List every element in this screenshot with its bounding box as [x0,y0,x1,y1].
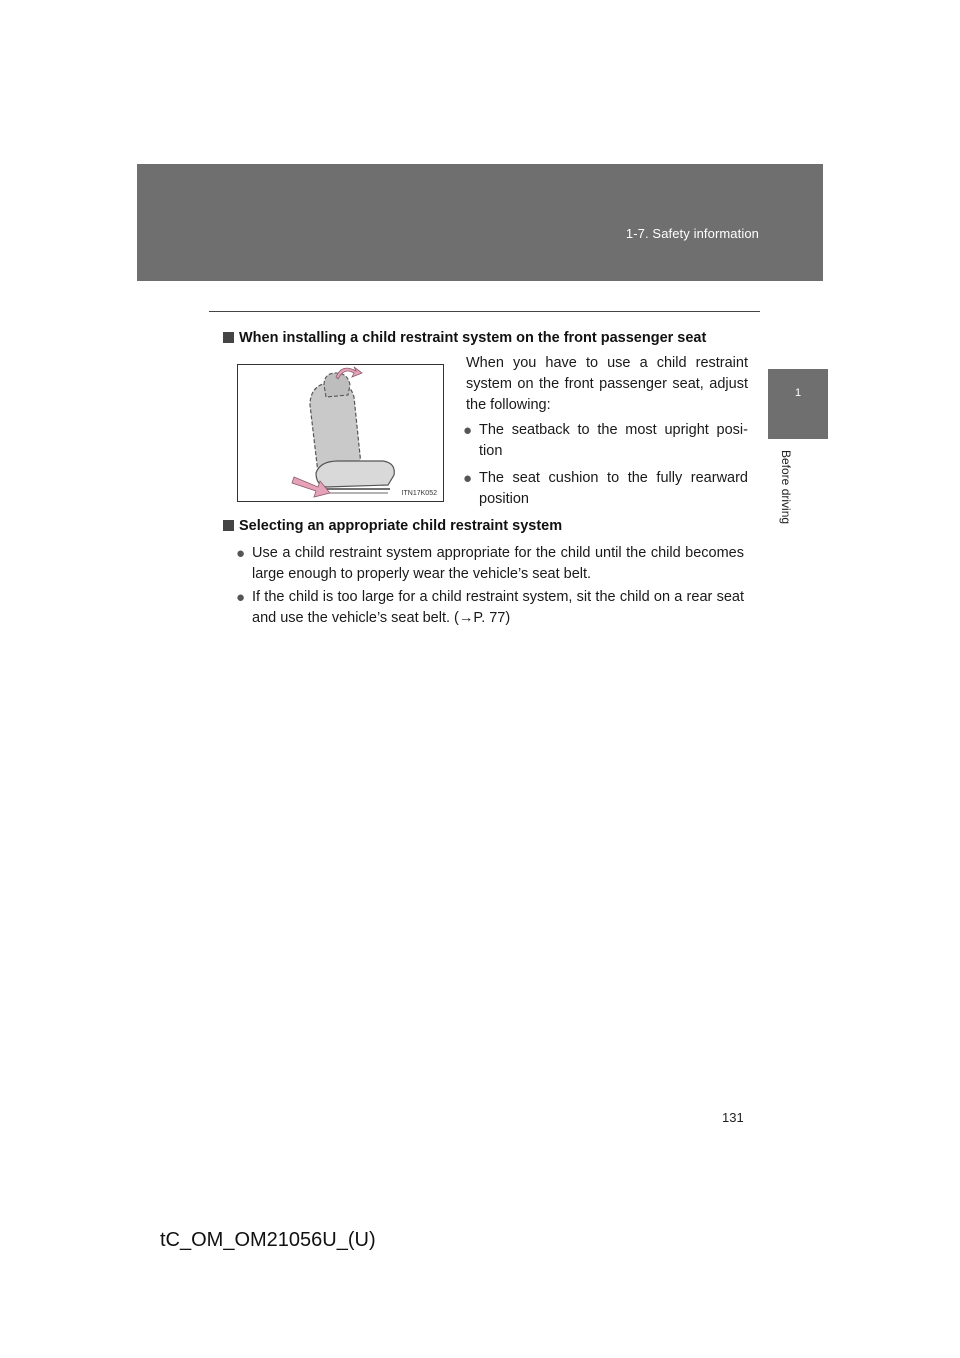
cushion-shape [316,461,394,487]
list-item-text: If the child is too large for a child restraint system, sit the child on a rear seat and use the vehicle’s seat belt. (→P. 77) [252,589,744,626]
seat-drawing [238,365,443,501]
section-label: 1-7. Safety information [625,226,759,241]
header-band [137,164,823,281]
page-number: 131 [722,1110,744,1125]
section-heading [223,518,562,534]
list-item [463,420,748,462]
section-heading-text: Selecting an appropriate child restraint system [239,518,563,534]
list-item-text: The seatback to the most upright posi- tion [479,422,748,459]
section-heading-text: When installing a child restraint system on the front passenger seat [239,330,707,346]
list-item-text: The seat cushion to the fully rearward position [479,470,748,507]
figure-code: ITN17K052 [401,490,437,497]
square-bullet-icon [223,332,234,343]
seat-illustration [237,364,444,502]
list-item [236,587,744,629]
list-item-text: Use a child restraint system appropriate for the child until the child becomes large enough to properly wear the vehicle’s seat belt. [252,545,744,582]
chapter-number: 1 [794,387,802,399]
bullet-dot-icon: ● [236,589,246,606]
bullet-dot-icon: ● [463,470,473,487]
intro-paragraph: When you have to use a child restraint system on the front passenger seat, adjust the following: [466,355,748,413]
section-heading [223,330,706,346]
bullet-dot-icon: ● [236,545,246,562]
square-bullet-icon [223,520,234,531]
chapter-title: Before driving [779,450,793,525]
section-divider [209,311,760,312]
document-code: tC_OM_OM21056U_(U) [160,1229,376,1251]
list-item [236,543,744,585]
list-item [463,468,748,510]
chapter-tab [768,369,828,439]
bullet-dot-icon: ● [463,422,473,439]
